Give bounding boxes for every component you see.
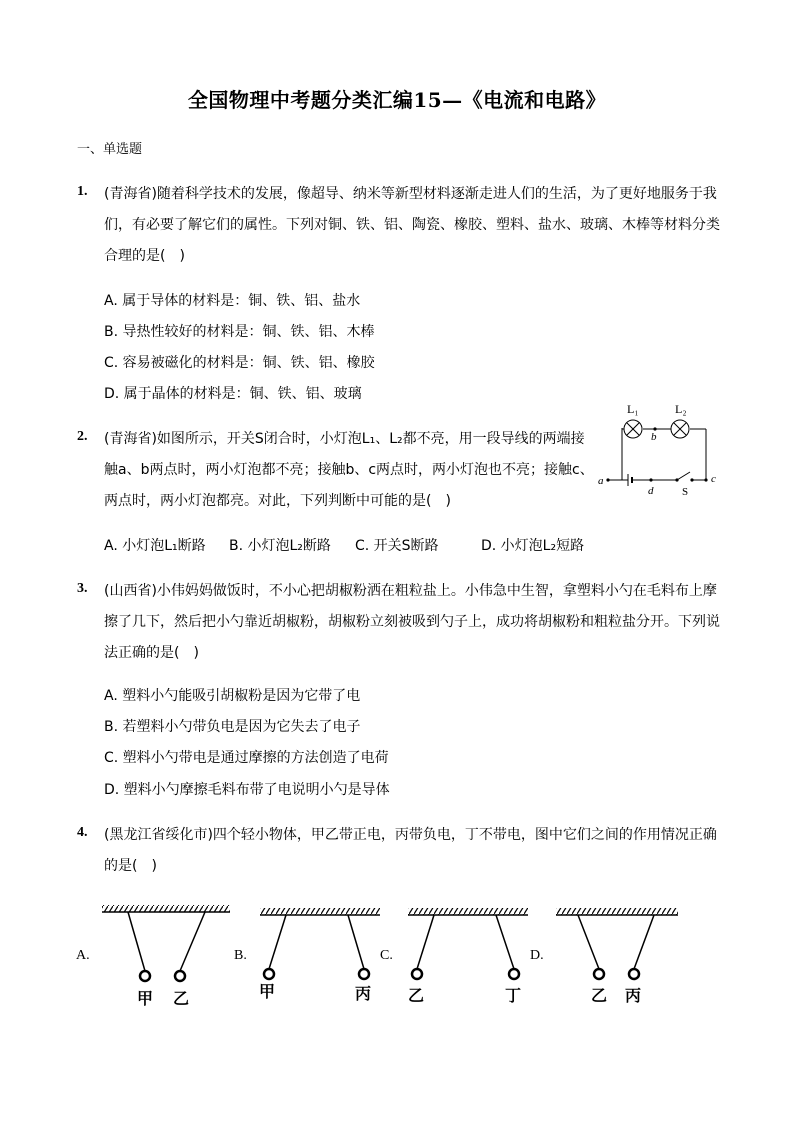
question-text: 擦了几下，然后把小勺靠近胡椒粉，胡椒粉立刻被吸到勺子上，成功将胡椒粉和粗粒盐分开。下列说 [104, 614, 720, 630]
figure-b [256, 898, 384, 1010]
question-text: (山西省)小伟妈妈做饭时，不小心把胡椒粉洒在粗粒盐上。小伟急中生智，拿塑料小勺在毛料布上摩 [104, 583, 717, 599]
option-c: C. 塑料小勺带电是通过摩擦的方法创造了电荷 [104, 750, 389, 766]
figure-label-a: A. [76, 948, 90, 963]
ball-label: 乙 [408, 986, 425, 1005]
option-c: C. 开关S断路 [355, 538, 439, 554]
figure-c [404, 898, 534, 1010]
label-a: a [598, 475, 604, 487]
option-b: B. 导热性较好的材料是：铜、铁、铝、木棒 [104, 324, 375, 340]
battery-icon [628, 474, 632, 486]
ball-label: 甲 [259, 982, 276, 1001]
circuit-diagram [596, 398, 724, 502]
ball-label: 乙 [591, 986, 608, 1005]
figure-label-b: B. [234, 948, 247, 963]
label-d: d [648, 485, 654, 497]
option-a: A. 塑料小勺能吸引胡椒粉是因为它带了电 [104, 688, 361, 704]
ball-label: 甲 [137, 989, 154, 1008]
lamp-l2-icon [671, 420, 689, 438]
option-d: D. 小灯泡L₂短路 [481, 538, 585, 554]
question-text: (青海省)如图所示，开关S闭合时，小灯泡L₁、L₂都不亮，用一段导线的两端接 [104, 431, 585, 447]
question-text: 合理的是( ) [104, 248, 185, 264]
ball-label: 丙 [355, 984, 372, 1003]
label-l2: L₂ [675, 402, 687, 416]
question-number: 1. [77, 184, 88, 199]
option-d: D. 属于晶体的材料是：铜、铁、铝、玻璃 [104, 386, 362, 402]
figure-label-d: D. [530, 948, 544, 963]
question-text: (黑龙江省绥化市)四个轻小物体，甲乙带正电，丙带负电，丁不带电，图中它们之间的作用情况正确 [104, 827, 717, 843]
switch-icon [675, 472, 693, 482]
ball-label: 丁 [505, 986, 522, 1005]
section-heading: 一、单选题 [77, 142, 143, 157]
question-number: 4. [77, 825, 88, 840]
option-a: A. 属于导体的材料是：铜、铁、铝、盐水 [104, 293, 361, 309]
option-a: A. 小灯泡L₁断路 [104, 538, 206, 554]
option-b: B. 若塑料小勺带负电是因为它失去了电子 [104, 719, 361, 735]
figure-d [552, 898, 682, 1010]
question-text: 两点时，两小灯泡都亮。对此，下列判断中可能的是( ) [104, 493, 451, 509]
label-b: b [651, 431, 657, 443]
label-s: S [682, 486, 689, 498]
question-text: 们，有必要了解它们的属性。下列对铜、铁、铝、陶瓷、橡胶、塑料、盐水、玻璃、木棒等材料分类 [104, 217, 720, 233]
figure-a [98, 898, 234, 1010]
question-number: 2. [77, 429, 88, 444]
label-l1: L₁ [627, 402, 639, 416]
question-text: 法正确的是( ) [104, 645, 199, 661]
option-d: D. 塑料小勺摩擦毛料布带了电说明小勺是导体 [104, 782, 390, 798]
figure-label-c: C. [380, 948, 393, 963]
lamp-l1-icon [624, 420, 642, 438]
question-text: 触a、b两点时，两小灯泡都不亮；接触b、c两点时，两小灯泡也不亮；接触c、 [104, 462, 594, 478]
ball-label: 乙 [173, 989, 190, 1008]
label-c: c [711, 473, 716, 485]
question-text: (青海省)随着科学技术的发展，像超导、纳米等新型材料逐渐走进人们的生活，为了更好地服务于我 [104, 186, 717, 202]
option-c: C. 容易被磁化的材料是：铜、铁、铝、橡胶 [104, 355, 375, 371]
ball-label: 丙 [625, 986, 642, 1005]
question-number: 3. [77, 581, 88, 596]
page-title: 全国物理中考题分类汇编15—《电流和电路》 [187, 88, 607, 112]
option-b: B. 小灯泡L₂断路 [229, 538, 331, 554]
question-text: 的是( ) [104, 858, 157, 874]
